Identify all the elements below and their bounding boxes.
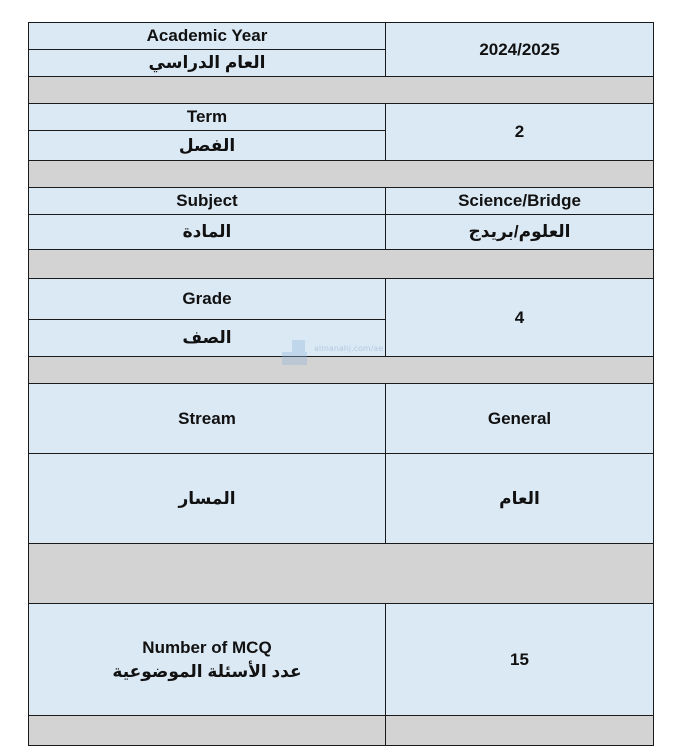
next-row-partial bbox=[29, 716, 386, 746]
mcq-value: 15 bbox=[386, 604, 654, 716]
watermark-text: almanahj.com/ae bbox=[314, 344, 384, 353]
subject-value-ar: العلوم/بريدج bbox=[386, 215, 654, 250]
separator-row bbox=[29, 544, 654, 604]
separator-row bbox=[29, 77, 654, 104]
stream-value-ar: العام bbox=[386, 454, 654, 544]
exam-info-table bbox=[28, 22, 654, 746]
grade-value: 4 bbox=[386, 279, 654, 357]
next-row-partial bbox=[386, 716, 654, 746]
subject-label-en: Subject bbox=[29, 188, 386, 215]
mcq-label-cell bbox=[29, 604, 386, 716]
separator-row bbox=[29, 357, 654, 384]
subject-value-en: Science/Bridge bbox=[386, 188, 654, 215]
term-value: 2 bbox=[386, 104, 654, 161]
mcq-label-ar: عدد الأسئلة الموضوعية bbox=[112, 661, 302, 681]
separator-row bbox=[29, 250, 654, 279]
stream-value-en: General bbox=[386, 384, 654, 454]
stream-label-en: Stream bbox=[29, 384, 386, 454]
grade-label-ar: الصف bbox=[29, 320, 386, 357]
subject-label-ar: المادة bbox=[29, 215, 386, 250]
term-label-ar: الفصل bbox=[29, 131, 386, 161]
stream-label-ar: المسار bbox=[29, 454, 386, 544]
academic-year-label-ar: العام الدراسي bbox=[29, 50, 386, 77]
academic-year-value: 2024/2025 bbox=[386, 23, 654, 77]
separator-row bbox=[29, 161, 654, 188]
academic-year-label-en: Academic Year bbox=[29, 23, 386, 50]
mcq-label-en: Number of MCQ bbox=[142, 637, 272, 657]
term-label-en: Term bbox=[29, 104, 386, 131]
grade-label-en: Grade bbox=[29, 279, 386, 320]
